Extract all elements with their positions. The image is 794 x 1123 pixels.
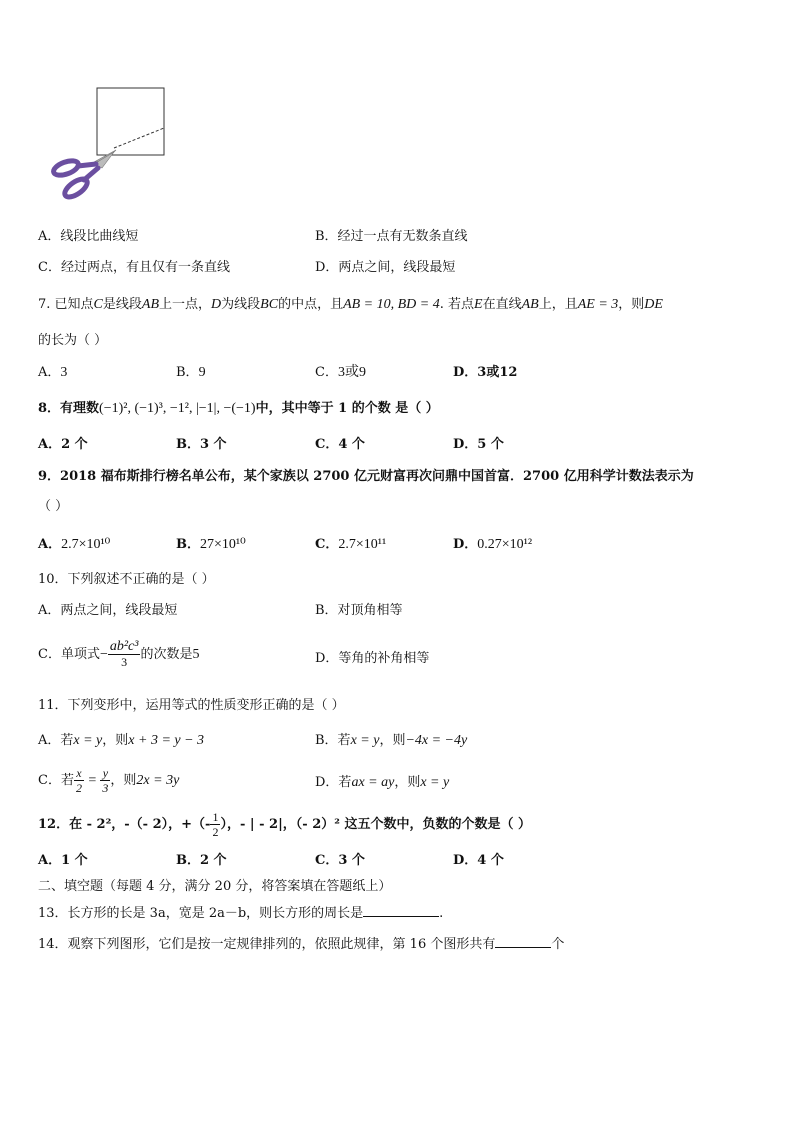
q10-option-a: A．两点之间，线段最短 [38,603,178,618]
q10-option-c: C．单项式− $\frac{\text{ab²c³}}{3}$ 的次数是5 [38,639,200,669]
square-paper [97,88,164,155]
q12-option-d: D．4 个 [453,853,504,868]
q10-option-d: D．等角的补角相等 [315,651,430,666]
monomial-fraction: $\frac{\text{ab²c³}}{3}$ [109,639,139,669]
q7-option-a: A．3 [38,365,68,380]
scissors-cut-figure [44,84,174,204]
q12-option-b: B．2 个 [176,853,227,868]
answer-blank[interactable] [495,935,551,948]
q11-option-a: A．若x = y，则x + 3 = y − 3 [38,733,205,748]
q6-option-d: D．两点之间，线段最短 [315,260,456,275]
q14-stem: 14．观察下列图形，它们是按一定规律排列的，依照此规律，第 16 个图形共有 个 [38,937,565,952]
q8-option-b: B．3 个 [176,437,227,452]
q9-stem-line2: （ ） [38,499,69,514]
section-heading: 二、填空题（每题 4 分，满分 20 分，将答案填在答题纸上） [38,879,392,894]
q11-stem: 11．下列变形中，运用等式的性质变形正确的是（ ） [38,698,345,713]
q10-stem: 10．下列叙述不正确的是（ ） [38,572,215,587]
q10-option-b: B．对顶角相等 [315,603,403,618]
q9-option-c: C．2.7×10¹¹ [315,537,387,552]
q8-stem: 8．有理数(−1)², (−1)³, −1², |−1|, −(−1)中，其中等于 1 的个数 是（ ） [38,401,439,416]
scissors-icon [52,150,116,200]
q6-option-c: C．经过两点，有且仅有一条直线 [38,260,230,275]
q7-stem: 7. 已知点C是线段AB上一点，D为线段BC的中点，且AB = 10, BD = 4. 若点E在直线AB上，且AE = 3，则DE [38,297,663,312]
q8-option-d: D．5 个 [453,437,504,452]
q7-option-d: D．3或12 [453,365,518,380]
q8-option-a: A．2 个 [38,437,88,452]
q9-stem: 9．2018 福布斯排行榜名单公布，某个家族以 2700 亿元财富再次问鼎中国首富．2700 亿用科学计数法表示为 [38,469,694,484]
q13-stem: 13．长方形的长是 3a，宽是 2a－b，则长方形的周长是 . [38,906,444,921]
q11-option-b: B．若x = y，则−4x = −4y [315,733,468,748]
q11-option-c: C．若 $\frac{x}{2}$ = $\frac{y}{3}$ ，则2x = 3y [38,766,180,795]
q7-stem-line2: 的长为（ ） [38,333,108,348]
q9-option-d: D．0.27×10¹² [453,537,533,552]
q6-option-a: A．线段比曲线短 [38,229,139,244]
q12-stem: 12．在 - 2²，-（- 2），+（- $\frac{1}{2}$ ），- | - 2|，（- 2）² 这五个数中，负数的个数是（ ） [38,810,532,839]
q9-option-a: A．2.7×10¹⁰ [38,537,111,552]
q8-option-c: C．4 个 [315,437,365,452]
q6-option-b: B．经过一点有无数条直线 [315,229,468,244]
answer-blank[interactable] [363,904,439,917]
q9-option-b: B．27×10¹⁰ [176,537,246,552]
q12-option-c: C．3 个 [315,853,365,868]
q11-option-d: D．若ax = ay，则x = y [315,775,450,790]
q7-option-c: C．3或9 [315,365,366,380]
q12-option-a: A．1 个 [38,853,88,868]
q7-option-b: B．9 [176,365,206,380]
